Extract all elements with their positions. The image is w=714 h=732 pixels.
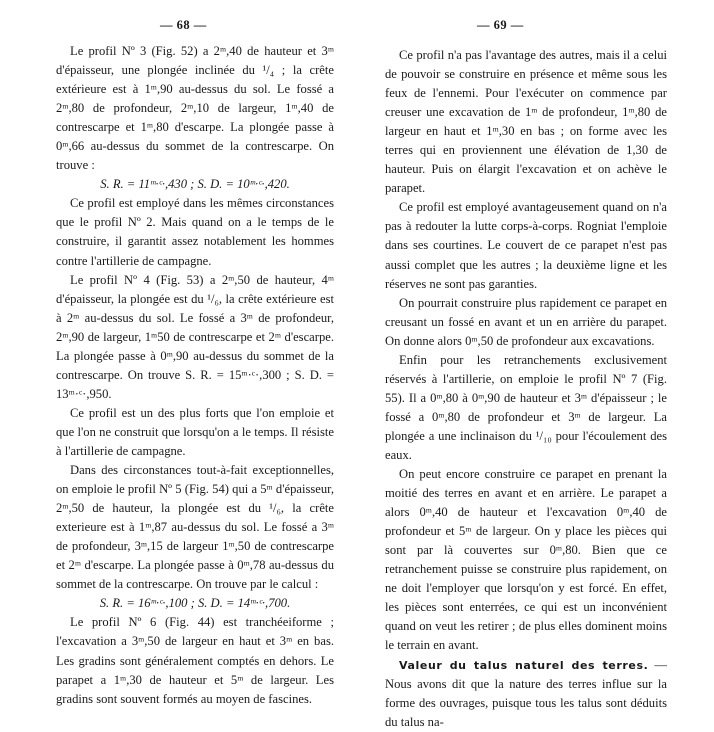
paragraph: Le profil Nº 3 (Fig. 52) a 2ᵐ,40 de hauteur et 3ᵐ d'épaisseur, une plongée inclinée du ¹/₄ ; la crête extérieure est à 1ᵐ,90 au-dessus du sol. Le fossé a 2ᵐ,80 de profondeur, 2ᵐ,10 de largeur, 1ᵐ,40 de contrescarpe et 1ᵐ,80 d'escarpe. La plongée passe à 0ᵐ,66 au-dessus du sommet de la contrescarpe. On trouve : xyxy=(56,44,334,173)
paragraph: Le profil Nº 6 (Fig. 44) est tranchéeiforme ; l'excavation a 3ᵐ,50 de largeur en haut et 3ᵐ en bas. Les gradins sont généralement comptés en dehors. Le parapet a 1ᵐ,30 de hauteur et 5ᵐ de largeur. Les gradins sont souvent formés au moyen de fascines. xyxy=(56,615,334,706)
paragraph: On pourrait construire plus rapidement ce parapet en creusant un fossé en avant et un en arrière du parapet. On donne alors 0ᵐ,50 de profondeur aux excavations. xyxy=(385,295,667,348)
section-heading: Valeur du talus naturel des terres. xyxy=(399,658,649,672)
right-page xyxy=(357,0,714,729)
page-number: — 68 — xyxy=(160,18,207,32)
page-body xyxy=(385,46,667,732)
paragraph: On peut encore construire ce parapet en prenant la moitié des terres en avant et en arrière. Le parapet a alors 0ᵐ,40 de hauteur et l'excavation 0ᵐ,40 de profondeur et 5ᵐ de largeur. On y place les pièces qui sont par là couvertes sur 0ᵐ,80. Bien que ce retranchement puisse se construire plus rapidement, on ne doit l'employer que lorsqu'on y est forcé. En effet, les pièces sont enterrées, ce qui est un inconvénient quand on veut les retirer ; de plus elles dominent moins le terrain en avant. xyxy=(385,467,667,653)
section-paragraph xyxy=(385,656,667,732)
paragraph: Dans des circonstances tout-à-fait exceptionnelles, on emploie le profil Nº 5 (Fig. 54) qui a 5ᵐ d'épaisseur, 2ᵐ,50 de hauteur, la plongée est du ¹/₆, la crête exterieure est à 1ᵐ,87 au-dessus du sol. Le fossé a 3ᵐ de profondeur, 3ᵐ,15 de largeur 1ᵐ,50 de contrescarpe et 2ᵐ d'escarpe. La plongée passe à 0ᵐ,78 au-dessus du sommet de la contrescarpe. On trouve par le calcul : xyxy=(56,463,334,592)
page-body xyxy=(56,42,334,709)
section-text: — Nous avons dit que la nature des terres influe sur la forme des ouvrages, puisque tous les talus sont déduits du talus na- xyxy=(385,657,667,729)
paragraph: Le profil Nº 4 (Fig. 53) a 2ᵐ,50 de hauteur, 4ᵐ d'épaisseur, la plongée est du ¹/₆, la crête extérieure est à 2ᵐ au-dessus du sol. Le fossé a 3ᵐ de profondeur, 2ᵐ,90 de largeur, 1ᵐ50 de contrescarpe et 2ᵐ d'escarpe. La plongée passe à 0ᵐ,90 au-dessus du sommet de la contrescarpe. On trouve S. R. = 15ᵐ·ᶜ·,300 ; S. D. = 13ᵐ·ᶜ·,950. xyxy=(56,272,334,401)
paragraph: Ce profil n'a pas l'avantage des autres, mais il a celui de pouvoir se construire en présence et même sous les feux de l'ennemi. Pour l'exécuter on commence par creuser une excavation de 1ᵐ de profondeur, 1ᵐ,80 de largeur en haut et 1ᵐ,30 en bas ; on forme avec les terres qui en proviennent une élévation de 1,30 de hauteur. Puis on élargit l'excavation et on achève le parapet. xyxy=(385,48,667,196)
page-number: — 69 — xyxy=(477,18,524,32)
formula: S. R. = 11ᵐ·ᶜ·,430 ; S. D. = 10ᵐ·ᶜ·,420. xyxy=(100,177,290,192)
paragraph: Ce profil est employé avantageusement quand on n'a pas à redouter la lutte corps-à-corps. Rogniat l'emploie dans ses courtines. Le couvert de ce parapet n'est pas aussi complet que les autres ; la deuxième ligne et les réserves ne sont pas garanties. xyxy=(385,200,667,291)
paragraph: Ce profil est employé dans les mêmes circonstances que le profil Nº 2. Mais quand on a le temps de le construire, il garantit assez notablement les hommes contre l'artillerie de campagne. xyxy=(56,196,334,268)
paragraph: Enfin pour les retranchements exclusivement réservés à l'artillerie, on emploie le profil Nº 7 (Fig. 55). Il a 0ᵐ,80 à 0ᵐ,90 de hauteur et 3ᵐ d'épaisseur ; le fossé a 0ᵐ,80 de profondeur et 3ᵐ de largeur. La plongée a une inclinaison du ¹/₁₀ pour l'écoulement des eaux. xyxy=(385,352,667,462)
left-page xyxy=(0,0,357,706)
formula: S. R. = 16ᵐ·ᶜ·,100 ; S. D. = 14ᵐ·ᶜ·,700. xyxy=(99,596,291,611)
paragraph: Ce profil est un des plus forts que l'on emploie et que l'on ne construit que lorsqu'on a le temps. Il résiste à l'artillerie de campagne. xyxy=(56,405,334,458)
